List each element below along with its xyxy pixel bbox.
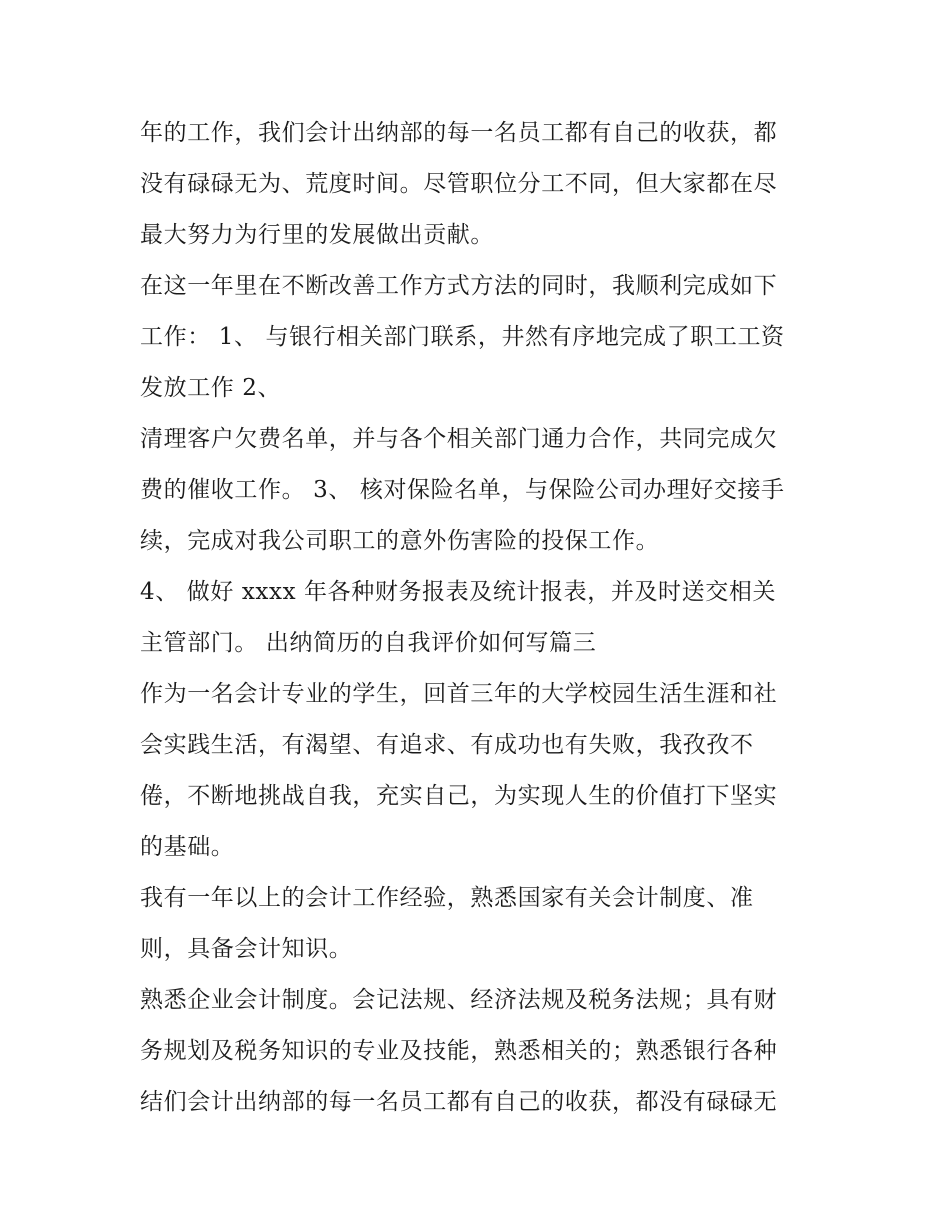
text-line: 续，完成对我公司职工的意外伤害险的投保工作。 (140, 528, 660, 554)
text-line: 倦，不断地挑战自我，充实自己，为实现人生的价值打下坚实 (140, 783, 778, 809)
text-line: 我有一年以上的会计工作经验，熟悉国家有关会计制度、准 (140, 885, 754, 911)
document-body (140, 108, 820, 1128)
text-line: 没有碌碌无为、荒度时间。尽管职位分工不同，但大家都在尽 (140, 171, 778, 197)
text-line: 在这一年里在不断改善工作方式方法的同时，我顺利完成如下 (140, 273, 778, 299)
text-line: 熟悉企业会计制度。会记法规、经济法规及税务法规；具有财 (140, 987, 778, 1013)
text-line: 4、 做好 xxxx 年各种财务报表及统计报表，并及时送交相关 (140, 579, 777, 605)
text-line: 主管部门。 出纳简历的自我评价如何写篇三 (140, 630, 597, 656)
text-line: 则，具备会计知识。 (140, 936, 353, 962)
text-line: 会实践生活，有渴望、有追求、有成功也有失败，我孜孜不 (140, 732, 754, 758)
text-line: 的基础。 (140, 834, 235, 860)
text-line: 务规划及税务知识的专业及技能，熟悉相关的；熟悉银行各种 (140, 1038, 778, 1064)
text-line: 作为一名会计专业的学生，回首三年的大学校园生活生涯和社 (140, 681, 778, 707)
text-line: 结们会计出纳部的每一名员工都有自己的收获，都没有碌碌无 (140, 1089, 778, 1115)
text-line: 清理客户欠费名单，并与各个相关部门通力合作，共同完成欠 (140, 426, 778, 452)
text-line: 费的催收工作。 3、 核对保险名单，与保险公司办理好交接手 (140, 477, 785, 503)
text-line: 年的工作，我们会计出纳部的每一名员工都有自己的收获，都 (140, 120, 778, 146)
text-line: 工作： 1、 与银行相关部门联系，井然有序地完成了职工工资 (140, 324, 785, 350)
text-line: 发放工作 2、 (140, 375, 282, 401)
text-line: 最大努力为行里的发展做出贡献。 (140, 222, 494, 248)
